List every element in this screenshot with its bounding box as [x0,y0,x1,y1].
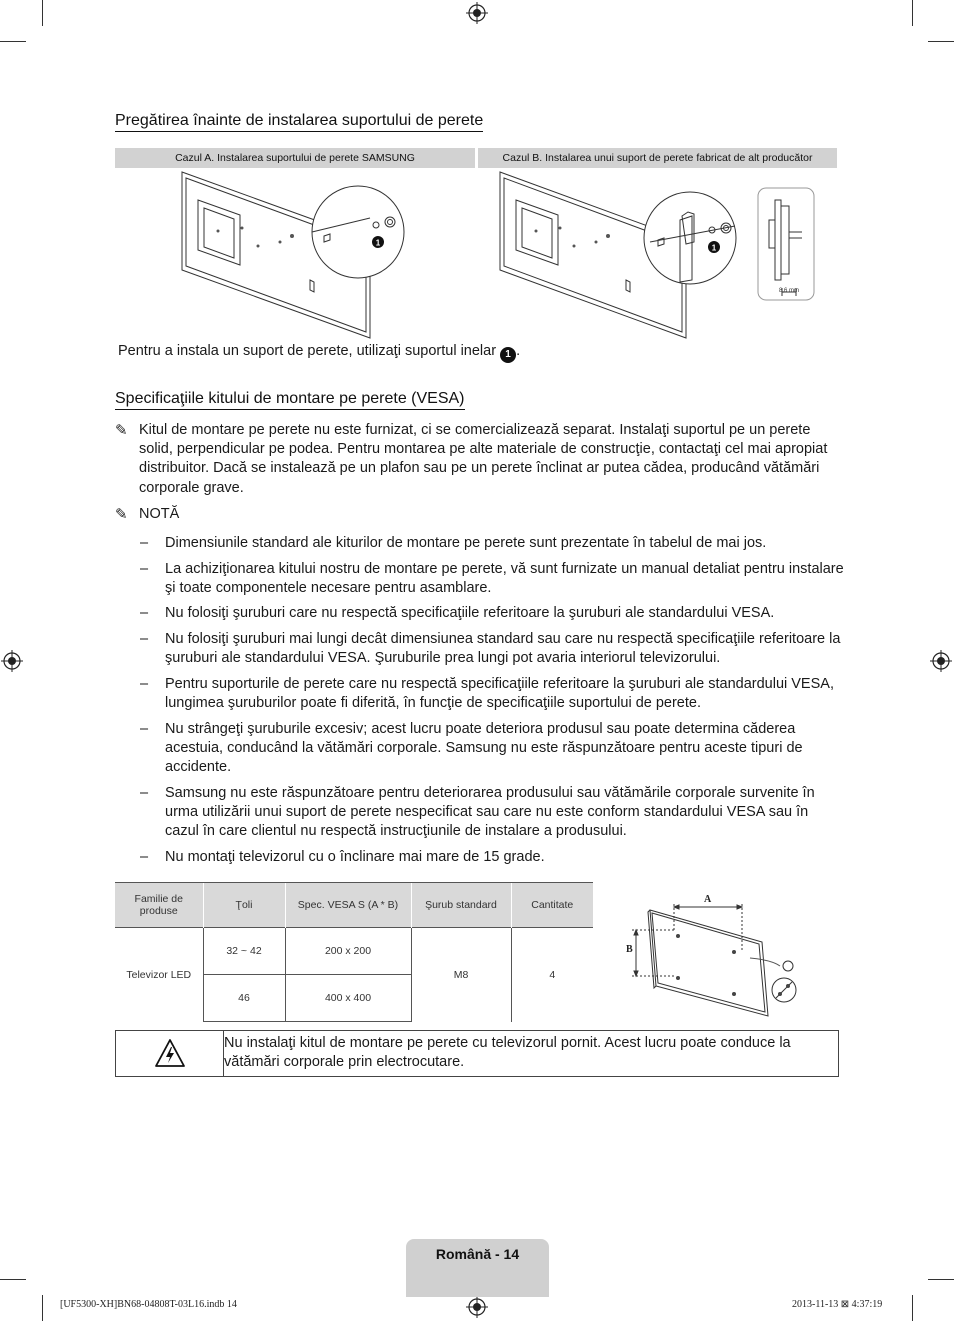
crop-mark [928,1279,954,1280]
bullet-dash: – [140,784,149,801]
list-item [140,560,845,598]
diagram-label-a: A [704,894,712,905]
section-title-preparation: Pregătirea înainte de instalarea suportului de perete [115,112,483,132]
list-item [140,630,845,668]
bullet-dash: – [140,675,149,692]
list-item [140,848,845,867]
pencil-icon: ✎ [115,506,128,523]
vesa-spec-table [115,882,593,1022]
registration-mark-icon [466,1296,488,1318]
dimension-label: 8,6 mm [778,288,800,294]
section-title-vesa: Specificaţiile kitului de montare pe perete (VESA) [115,390,465,410]
bullet-text: La achiziţionarea kitului nostru de montare pe perete, vă sunt furnizate un manual detaliat pentru instalare şi toate componentele necesare pentru asamblare. [165,560,844,596]
table-header: Ţoli [203,883,285,928]
registration-mark-icon [1,650,23,672]
bullet-dash: – [140,848,149,865]
table-header: Cantitate [511,883,593,928]
crop-mark [0,1279,26,1280]
crop-mark [42,1295,43,1321]
list-item [140,604,845,623]
list-item [140,784,845,842]
table-cell-size: 46 [203,975,285,1022]
table-cell-size: 32 ~ 42 [203,928,285,975]
bullet-text: Nu folosiţi şuruburi care nu respectă specificaţiile referitoare la şuruburi ale standardului VESA. [165,605,775,622]
registration-mark-icon [930,650,952,672]
note-label-line [115,505,845,524]
vesa-dimension-diagram [612,882,822,1022]
crop-mark [928,41,954,42]
table-cell-family: Televizor LED [115,928,203,1022]
warning-box [115,1030,839,1077]
bullet-dash: – [140,630,149,647]
table-cell-quantity: 4 [511,928,593,1022]
bullet-text: Nu strângeţi şuruburile excesiv; acest lucru poate deteriora produsul sau poate determina căderea acestuia, conducând la vătămări corporale. Samsung nu este răspunzătoare pentru aceste tipuri de accidente. [165,720,803,775]
bullet-text: Nu montaţi televizorul cu o înclinare mai mare de 15 grade. [165,848,545,865]
list-item [140,534,845,553]
bullet-text: Samsung nu este răspunzătoare pentru deteriorarea produsului sau vătămările corporale survenite în urma utilizării unui suport de perete nespecificat sau care nu este conform standardului VESA sau în cazul în care clientul nu respectă instrucţiunile de instalare a produsului. [165,784,815,839]
registration-mark-icon [466,2,488,24]
table-header: Şurub standard [411,883,511,928]
table-cell-vesa: 200 x 200 [285,928,411,975]
footer-file-info: [UF5300-XH]BN68-04808T-03L16.indb 14 [60,1299,237,1310]
table-header: Familie de produse [115,883,203,928]
crop-mark [42,0,43,26]
bullet-dash: – [140,720,149,737]
crop-mark [912,1295,913,1321]
warning-text: Nu instalaţi kitul de montare pe perete cu televizorul pornit. Acest lucru poate conduce la vătămări corporale prin electrocutare. [224,1035,791,1071]
bullet-text: Pentru suporturile de perete care nu respectă specificaţiile referitoare la şuruburi ale standardului VESA, lungimea şuruburilor poate fi diferită, în funcţie de specificaţiile suportului de perete. [165,675,834,711]
crop-mark [912,0,913,26]
table-header: Spec. VESA S (A * B) [285,883,411,928]
callout-number-inline: 1 [500,347,516,363]
table-row [115,928,593,975]
table-cell-screw: M8 [411,928,511,1022]
callout-number-a: 1 [375,238,381,248]
instruction-text: Pentru a instala un suport de perete, utilizaţi suportul inelar [118,343,497,359]
note-paragraph-text: Kitul de montare pe perete nu este furnizat, ci se comercializează separat. Instalaţi suportul pe un perete solid, perpendicular pe podea. Pentru montarea pe alte materiale de construcţie, contactaţi cel mai apropiat distribuitor. Dacă se instalează pe un plafon sau pe un perete înclinat ar putea cădea, producând vătămări corporale grave. [139,422,828,496]
instruction-end: . [516,343,521,359]
note-label: NOTĂ [139,506,180,522]
case-a-header: Cazul A. Instalarea suportului de perete SAMSUNG [115,148,475,168]
page-number-tab: Română - 14 [406,1239,549,1297]
callout-number-b: 1 [711,243,717,253]
footer-timestamp: 2013-11-13 ⊠ 4:37:19 [792,1299,883,1310]
table-cell-vesa: 400 x 400 [285,975,411,1022]
note-bullet-list [140,534,845,873]
case-a-illustration [170,170,470,340]
bullet-text: Dimensiunile standard ale kiturilor de montare pe perete sunt prezentate în tabelul de mai jos. [165,535,767,551]
list-item [140,675,845,713]
note-paragraph [115,421,845,498]
diagram-label-b: B [626,944,633,955]
bullet-dash: – [140,560,149,577]
warning-icon [154,1038,186,1068]
instruction-line [118,342,838,363]
case-b-header: Cazul B. Instalarea unui suport de perete fabricat de alt producător [478,148,837,168]
pencil-icon: ✎ [115,422,128,439]
case-b-illustration [490,170,835,340]
table-header-row [115,883,593,928]
bullet-dash: – [140,535,149,551]
bullet-dash: – [140,605,149,622]
crop-mark [0,41,26,42]
bullet-text: Nu folosiţi şuruburi mai lungi decât dimensiunea standard sau care nu respectă specificaţiile referitoare la şuruburi ale standardului VESA. Şuruburile prea lungi pot avaria interiorul televizorului. [165,630,841,667]
list-item [140,720,845,778]
